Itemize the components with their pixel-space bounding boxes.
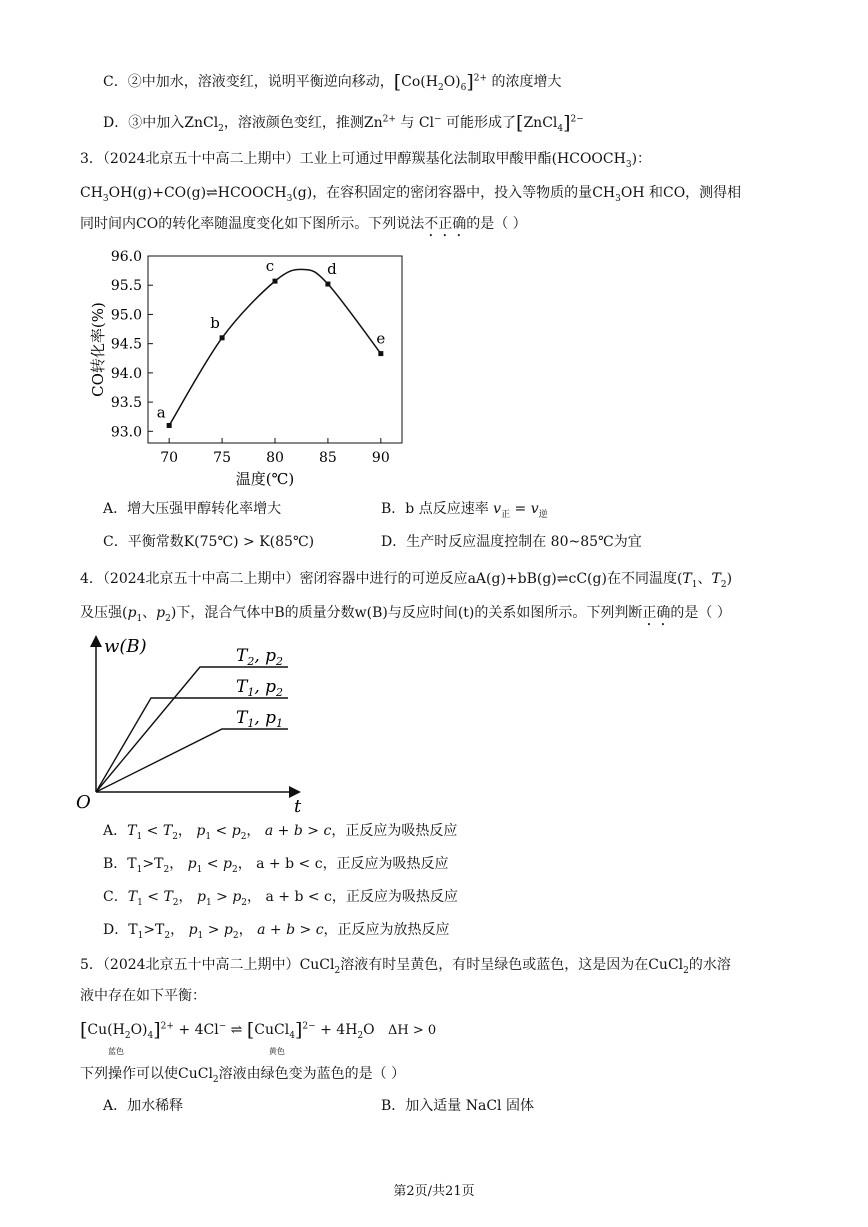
data-point-e [378,351,383,356]
y-tick-label: 94.0 [110,365,142,382]
x-tick-label: 80 [266,450,284,466]
point-label-c: c [265,257,275,276]
chart-ylabel: CO转化率(%) [89,302,107,397]
plot-frame [148,256,402,443]
q5-stem-line1: 5．（2024北京五十中高二上期中）CuCl$_2$溶液有时呈黄色，有时呈绿色或蓝色，这是因为在CuCl$_2$的水溶 [80,957,731,976]
y-tick-label: 93.0 [110,424,142,441]
q3-option-a: A．增大压强甲醇转化率增大 [103,501,282,517]
y-tick-label: 93.5 [110,395,142,412]
q2-option-c: C．②中加水，溶液变红，说明平衡逆向移动，$[Co(H_2O)_6]^{2+}$ 的浓度增大 [103,71,562,93]
data-point-b [220,335,225,340]
graph-xlabel: t [294,796,302,815]
q4-stem-line1: 4．（2024北京五十中高二上期中）密闭容器中进行的可逆反应aA(g)+bB(g)⇌cC(g)在不同温度($T_1$、$T_2$) [80,571,733,590]
q4-stem-line2: 及压强($p_1$、$p_2$)下，混合气体中B的质量分数w(B)与反应时间(t)的关系如图所示。下列判断正确的是（ ） [80,605,731,624]
graph-origin: O [76,792,91,813]
x-tick-label: 90 [371,450,390,466]
curve-label-t1-p2: $T_1$, $p_2$ [236,677,284,699]
co-conversion-chart [80,245,420,490]
q3-option-b: B．b 点反应速率 $v_正 = v_逆$ [381,501,548,520]
q2-option-d: D．③中加入ZnCl$_2$，溶液颜色变红，推测$Zn^{2+}$ 与 Cl− 可能形成了[ZnCl$_4$]$^{2-}$ [103,112,584,134]
y-tick-label: 95.5 [110,278,142,295]
q5-stem-line3: 下列操作可以使CuCl$_2$溶液由绿色变为蓝色的是（ ） [80,1066,406,1085]
page-footer: 第2页/共21页 [393,1184,475,1199]
q3-stem-line2: $CH_3OH(g)+CO(g)\rightleftharpoons HCOOCH_3(g)$，在容积固定的密闭容器中，投入等物质的量$CH_3OH$ 和CO，测得相 [80,185,742,204]
chart-xlabel: 温度(℃) [235,470,295,488]
curve-label-t2-p2: $T_2$, $p_2$ [236,646,284,668]
q4-option-b: B．$T_1>T_2$， $p_1 < p_2$， a + b < c，正反应为吸热反应 [103,856,449,875]
q4-option-a: A．$T_1 < T_2$， $p_1 < p_2$， a + b > c，正反应为吸热反应 [103,823,458,842]
q4-option-d: D．$T_1>T_2$， $p_1 > p_2$， a + b > c，正反应为放热反应 [103,922,450,941]
q3-option-d: D．生产时反应温度控制在 80~85℃为宜 [381,534,642,550]
wb-time-graph [72,630,322,815]
data-point-d [325,282,330,287]
curve-label-t1-p1: $T_1$, $p_1$ [236,708,284,730]
q5-option-a: A．加水稀释 [103,1098,184,1114]
x-tick-label: 75 [213,450,231,466]
q5-option-b: B．加入适量 NaCl 固体 [381,1098,534,1114]
curve-t1-p1 [96,729,288,792]
co-conversion-curve [169,269,381,425]
y-tick-label: 96.0 [110,249,142,265]
y-tick-label: 95.0 [110,307,142,324]
q3-stem-line3: 同时间内CO的转化率随温度变化如下图所示。下列说法不正确的是（ ） [80,216,527,232]
y-tick-label: 94.5 [110,336,142,353]
point-label-b: b [210,313,220,332]
data-point-c [273,279,278,284]
point-label-e: e [376,329,386,348]
q3-stem-line1: 3．（2024北京五十中高二上期中）工业上可通过甲醇羰基化法制取甲酸甲酯$(HCOOCH_3)$： [80,151,652,170]
q5-equilibrium: $[Cu(H_2O)_4]$ 蓝色 $^{2+}$ + 4Cl− ⇌ [CuCl$_4$] 黄色 $^{2-} + 4H_2O$ ΔH > 0 [80,1019,437,1056]
point-label-a: a [156,403,166,422]
point-label-d: d [327,260,337,279]
q3-option-c: C．平衡常数K(75℃) > K(85℃) [103,534,315,550]
x-tick-label: 85 [319,450,337,466]
graph-ylabel: w(B) [104,636,147,657]
data-point-a [167,423,172,428]
x-tick-label: 70 [160,450,179,466]
q4-option-c: C．$T_1 < T_2$， $p_1 > p_2$， a + b < c，正反应为吸热反应 [103,889,458,908]
q5-stem-line2: 液中存在如下平衡： [80,988,206,1004]
